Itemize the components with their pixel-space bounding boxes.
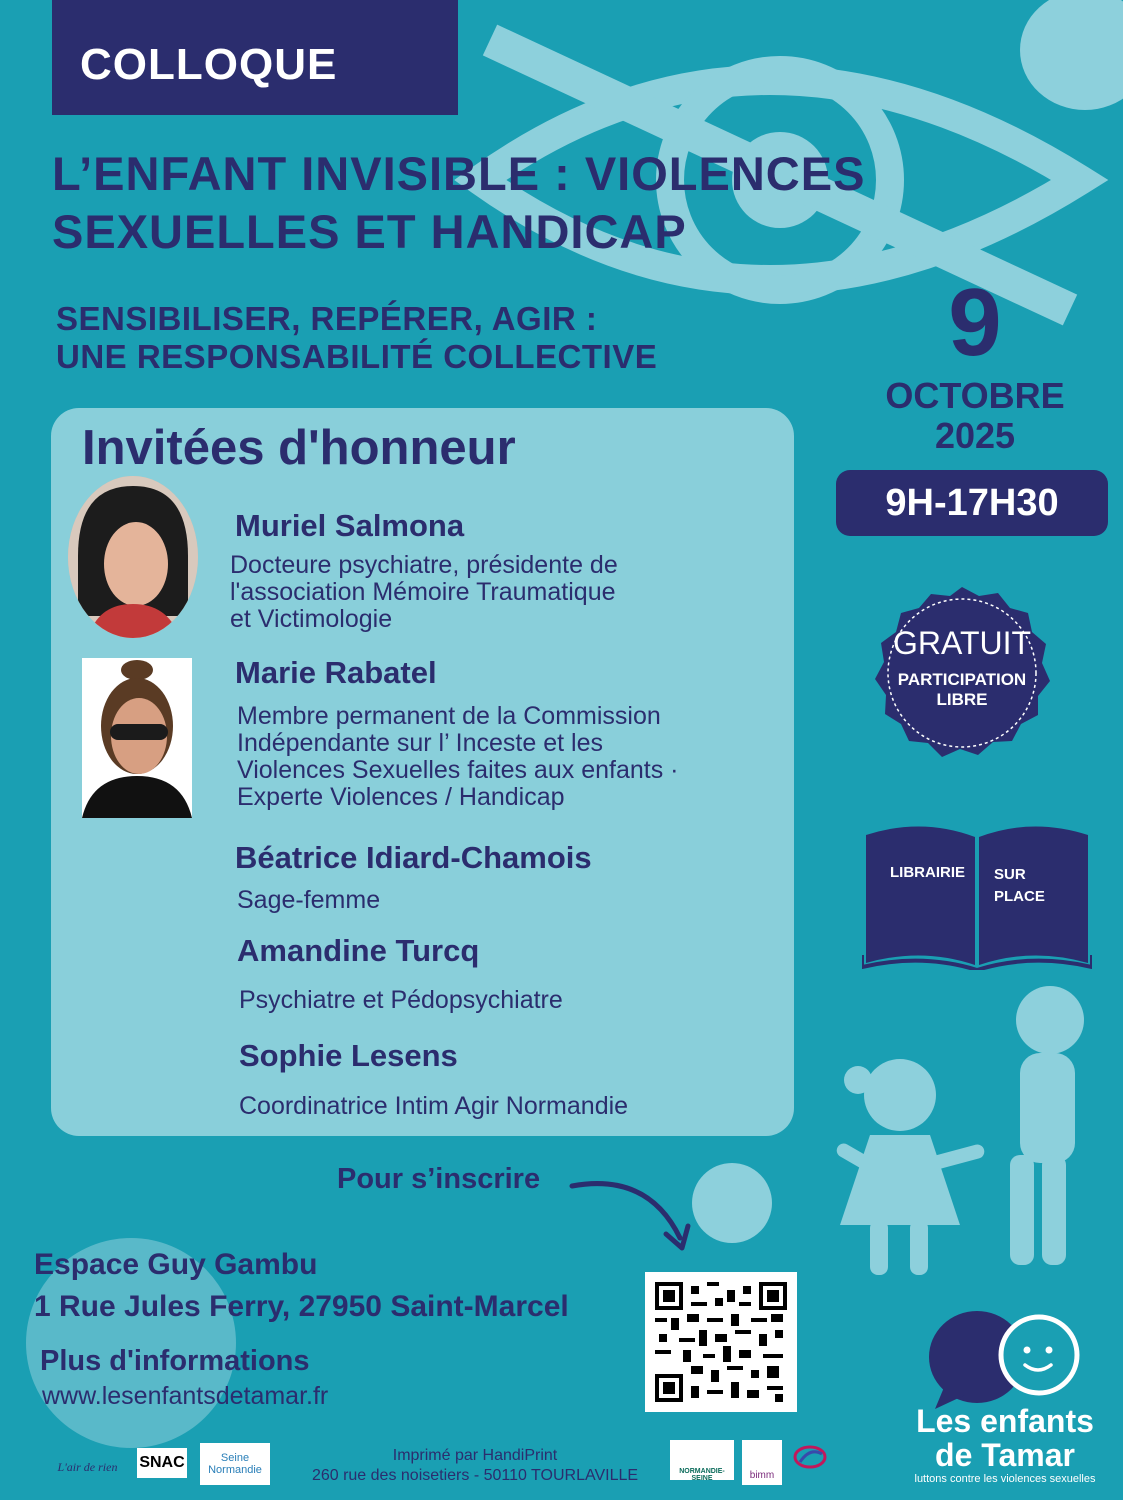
guest-desc-line: Experte Violences / Handicap bbox=[237, 783, 565, 811]
date-day: 9 bbox=[948, 269, 1002, 376]
org-logo-icon bbox=[925, 1305, 1085, 1410]
bookshop-label-left: LIBRAIRIE bbox=[890, 864, 965, 881]
open-book-icon bbox=[862, 815, 1092, 970]
title-line-2: SEXUELLES ET HANDICAP bbox=[52, 205, 687, 258]
date-month-year bbox=[870, 376, 1080, 456]
sponsor-logo-ring bbox=[792, 1442, 828, 1472]
printed-by: Imprimé par HandiPrint bbox=[392, 1447, 558, 1464]
guest-name: Sophie Lesens bbox=[239, 1038, 458, 1073]
sponsor-logo-bimm: bimm bbox=[742, 1440, 782, 1485]
event-subtitle bbox=[56, 300, 856, 376]
badge-line-2: LIBRE bbox=[936, 690, 988, 709]
guest-description: Sage-femme bbox=[237, 886, 381, 914]
guest-desc-line: Docteure psychiatre, présidente de bbox=[230, 551, 618, 579]
guest-desc-line: Membre permanent de la Commission bbox=[237, 702, 661, 730]
guest-name: Muriel Salmona bbox=[235, 508, 465, 543]
print-credit bbox=[290, 1446, 660, 1486]
guest-name: Béatrice Idiard-Chamois bbox=[235, 840, 592, 875]
subtitle-line-2: UNE RESPONSABILITÉ COLLECTIVE bbox=[56, 338, 658, 375]
event-type-banner: COLLOQUE bbox=[52, 0, 458, 115]
bookshop-right-line-2: PLACE bbox=[994, 888, 1045, 905]
bookshop-right-line-1: SUR bbox=[994, 866, 1026, 883]
guest-photo-marie-rabatel bbox=[82, 658, 192, 818]
registration-qr-code[interactable] bbox=[645, 1272, 797, 1412]
register-label: Pour s’inscrire bbox=[337, 1163, 541, 1195]
more-info-label: Plus d'informations bbox=[40, 1345, 310, 1377]
guest-photo-muriel-salmona bbox=[68, 476, 198, 638]
guest-description: Coordinatrice Intim Agir Normandie bbox=[239, 1092, 629, 1120]
deco-circle-middle bbox=[692, 1163, 772, 1243]
guest-name: Amandine Turcq bbox=[237, 933, 480, 968]
org-name-line-1: Les enfants bbox=[916, 1403, 1094, 1439]
org-tagline: luttons contre les violences sexuelles bbox=[914, 1473, 1096, 1485]
venue-address: 1 Rue Jules Ferry, 27950 Saint-Marcel bbox=[34, 1290, 569, 1323]
org-name-line-2: de Tamar bbox=[935, 1437, 1075, 1473]
printer-address: 260 rue des noisetiers - 50110 TOURLAVILLE bbox=[311, 1467, 639, 1484]
guest-desc-line: Violences Sexuelles faites aux enfants · bbox=[237, 756, 679, 784]
event-hours: 9H-17H30 bbox=[836, 470, 1108, 536]
date-year: 2025 bbox=[934, 415, 1016, 456]
title-line-1: L’ENFANT INVISIBLE : VIOLENCES bbox=[52, 147, 866, 200]
arrow-icon bbox=[568, 1168, 698, 1258]
badge-main: GRATUIT bbox=[892, 625, 1032, 661]
guest-desc-line: et Victimologie bbox=[230, 605, 393, 633]
sponsor-logo-credit-agricole: NORMANDIE-SEINE bbox=[670, 1440, 734, 1480]
guest-desc-line: Indépendante sur l’ Inceste et les bbox=[237, 729, 603, 757]
guest-desc-line: l'association Mémoire Traumatique bbox=[230, 578, 616, 606]
venue-name: Espace Guy Gambu bbox=[34, 1248, 318, 1281]
event-title bbox=[52, 145, 1032, 261]
guest-name: Marie Rabatel bbox=[235, 655, 437, 690]
guest-description bbox=[237, 703, 678, 811]
bookshop-label-right bbox=[994, 864, 1045, 908]
guest-description bbox=[230, 552, 618, 633]
free-badge-text bbox=[872, 625, 1052, 710]
sponsor-logo-air-de-rien: L'air de rien bbox=[57, 1460, 118, 1474]
badge-line-1: PARTICIPATION bbox=[897, 670, 1027, 689]
guest-description: Psychiatre et Pédopsychiatre bbox=[239, 986, 563, 1014]
sponsor-logo-seine-normandie: Seine Normandie bbox=[200, 1443, 270, 1485]
org-name bbox=[905, 1404, 1105, 1472]
date-month: OCTOBRE bbox=[885, 375, 1065, 416]
subtitle-line-1: SENSIBILISER, REPÉRER, AGIR : bbox=[56, 300, 598, 337]
website-link[interactable]: www.lesenfantsdetamar.fr bbox=[42, 1382, 329, 1410]
sponsor-logo-snac: SNAC bbox=[137, 1448, 187, 1478]
guests-heading: Invitées d'honneur bbox=[82, 421, 516, 475]
children-silhouette bbox=[830, 985, 1100, 1285]
